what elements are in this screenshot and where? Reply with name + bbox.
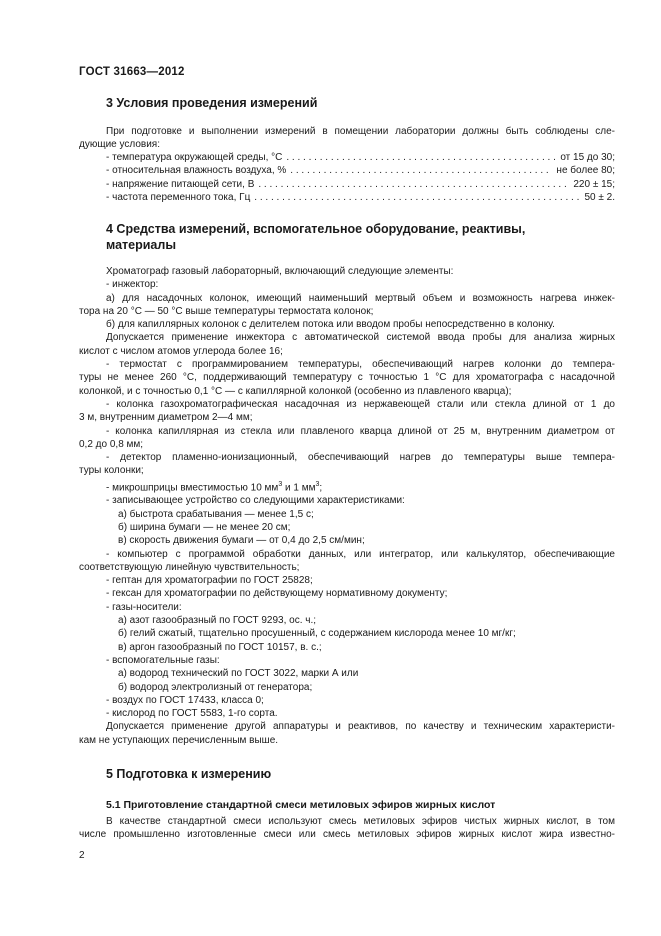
section-3-title: 3 Условия проведения измерений [106, 96, 318, 110]
condition-label: - частота переменного тока, Гц [106, 192, 251, 203]
condition-temperature [106, 151, 615, 164]
text-line: - записывающее устройство со следующими характеристиками: [106, 495, 405, 507]
condition-humidity [106, 164, 615, 177]
intro-line-1: При подготовке и выполнении измерений в помещении лаборатории должны быть соблюдены сле- [106, 126, 615, 137]
text-line: Допускается применение другой аппаратуры и реактивов, по качеству и техническим характеристи- [106, 721, 615, 733]
text-line-microsyringe: - микрошприцы вместимостью 10 $мм^3$ и 1 $мм^3$; [106, 480, 323, 494]
text-line: Допускается применение инжектора с автоматической системой ввода пробы для анализа жирных [106, 332, 615, 344]
text-line: б) для капиллярных колонок с делителем потока или вводом пробы непосредственно в колонку. [106, 319, 555, 331]
text-line: - термостат с программированием температуры, обеспечивающий нагрев колонки до темпера- [106, 359, 615, 371]
text-line: 3 м, внутренним диаметром 2—4 мм; [79, 412, 253, 424]
text-line: - инжектор: [106, 279, 159, 291]
text-line: - кислород по ГОСТ 5583, 1-го сорта. [106, 708, 278, 720]
text-line: а) водород технический по ГОСТ 3022, марки А или [118, 668, 359, 680]
condition-value: 50 ± 2. [584, 192, 615, 203]
condition-label: - относительная влажность воздуха, % [106, 165, 287, 176]
text-line: кислот с числом атомов углерода более 16; [79, 345, 283, 357]
text-line: тора на 20 °С — 50 °С выше температуры термостата колонок; [79, 305, 374, 317]
section-5-title: 5 Подготовка к измерению [106, 767, 272, 781]
text-line: в) скорость движения бумаги — от 0,4 до 2,5 см/мин; [118, 535, 365, 547]
text-line: кам не уступающих перечисленным выше. [79, 734, 279, 746]
text-line: В качестве стандартной смеси используют смесь метиловых эфиров чистых жирных кислот, в том [106, 816, 615, 827]
section-4-title-line-1: 4 Средства измерений, вспомогательное оборудование, реактивы, [106, 222, 526, 236]
text-line: - гексан для хроматографии по действующему нормативному документу; [106, 588, 448, 600]
section-4-body [79, 265, 615, 747]
text-line: - воздух по ГОСТ 17433, класса 0; [106, 694, 264, 706]
condition-value: не более 80; [556, 165, 615, 176]
condition-label: - напряжение питающей сети, В [106, 179, 255, 190]
condition-value: от 15 до 30; [560, 152, 615, 163]
intro-line-2: дующие условия: [79, 139, 160, 151]
section-5-1-title: 5.1 Приготовление стандартной смеси метиловых эфиров жирных кислот [106, 799, 496, 811]
text-line: - вспомогательные газы: [106, 654, 220, 666]
text-line: числе промышленно изготовленные смеси или смесь метиловых эфиров жирных кислот жира известно- [79, 829, 615, 841]
text-line: - компьютер с программой обработки данных, или интегратор, или калькулятор, обеспечивающие [106, 548, 615, 560]
section-4-title-line-2: материалы [106, 238, 176, 252]
section-5-1-body [79, 815, 615, 842]
text-line: соответствующую линейную чувствительность; [79, 561, 300, 573]
page-number: 2 [79, 850, 85, 861]
text-line: туры не менее 260 °С, поддерживающий температуру с точностью 1 °С для хроматографа с насадочной [79, 372, 615, 384]
text-line: туры колонки; [79, 465, 144, 477]
condition-label: - температура окружающей среды, °С [106, 152, 283, 163]
section-4-title [106, 221, 525, 253]
text-line: - колонка капиллярная из стекла или плавленого кварца длиной от 25 м, внутренним диаметром от [106, 425, 615, 437]
document-header: ГОСТ 31663—2012 [79, 66, 185, 78]
text-line: колонкой, и с точностью 0,1 °С — с капиллярной колонкой (особенно из плавленого кварца); [79, 385, 512, 397]
text-line: 0,2 до 0,8 мм; [79, 438, 144, 450]
text-line: - газы-носители: [106, 601, 182, 613]
text-line: б) водород электролизный от генератора; [118, 681, 313, 693]
text-line: б) гелий сжатый, тщательно просушенный, с содержанием кислорода менее 10 мг/кг; [118, 628, 516, 640]
text-line: а) азот газообразный по ГОСТ 9293, ос. ч.; [118, 615, 317, 627]
text-line: - гептан для хроматографии по ГОСТ 25828; [106, 575, 313, 587]
text-line: - колонка газохроматографическая насадочная из нержавеющей стали или стекла длиной от 1 до [106, 398, 615, 410]
condition-voltage [106, 178, 615, 191]
text-line: Хроматограф газовый лабораторный, включающий следующие элементы: [106, 266, 454, 277]
text-line: б) ширина бумаги — не менее 20 см; [118, 521, 291, 533]
condition-frequency [106, 191, 615, 204]
text-line: а) быстрота срабатывания — менее 1,5 с; [118, 508, 314, 520]
text-line: - детектор пламенно-ионизационный, обеспечивающий нагрев до температуры выше темпера- [106, 452, 615, 464]
text-line: а) для насадочных колонок, имеющий наименьший мертвый объем и возможность нагрева инжек- [106, 292, 615, 304]
text-line: в) аргон газообразный по ГОСТ 10157, в. с.; [118, 641, 322, 653]
condition-value: 220 ± 15; [573, 179, 615, 190]
section-3-intro [79, 125, 615, 152]
